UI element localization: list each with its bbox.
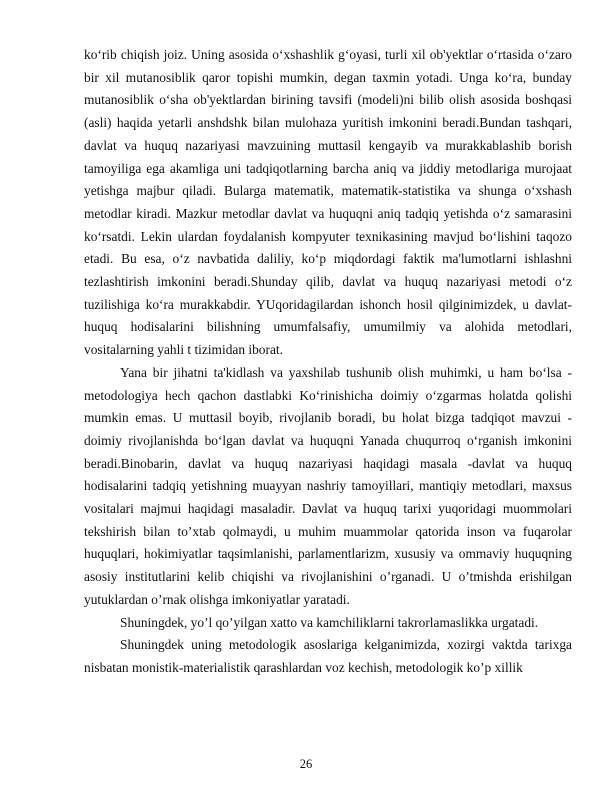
paragraph-1: ko‘rib chiqish joiz. Uning asosida o‘xshashlik g‘oyasi, turli xil ob'yektlar o‘rtasida o‘zaro bir xil mutanosiblik qaror topishi mumkin, degan taxmin yotadi. Unga ko‘ra, bunday mutanosiblik o‘sha ob'yektlardan birining tavsifi (modeli)ni bilib olish asosida boshqasi (asli) haqida yetarli anshdshk bilan mulohaza yuritish imkonini beradi.Bundan tashqari, davlat va huquq nazariyasi mavzuining muttasil kengayib va murakkablashib borish tamoyiliga ega akamliga uni tadqiqotlarning barcha aniq va jiddiy metodlariga murojaat yetishga majbur qiladi. Bularga matematik, matematik-statistika va shunga o‘xshash metodlar kiradi. Mazkur metodlar davlat va huquqni aniq tadqiq yetishda o‘z samarasini ko‘rsatdi. Lekin ulardan foydalanish kompyuter texnikasining mavjud bo‘lishini taqozo etadi. Bu esa, o‘z navbatida daliliy, ko‘p miqdordagi faktik ma'lumotlarni ishlashni tezlashtirish imkonini beradi.Shunday qilib, davlat va huquq nazariyasi metodi o‘z tuzilishiga ko‘ra murakkabdir. YUqoridagilardan ishonch hosil qilginimizdek, u davlat-huquq hodisalarini bilishning umumfalsafiy, umumilmiy va alohida metodlari, vositalarning yahli t tizimidan iborat.	[84, 47, 572, 358]
body-text	[84, 44, 572, 680]
paragraph-2: Yana bir jihatni ta'kidlash va yaxshilab tushunib olish muhimki, u ham bo‘lsa - metodologiya hech qachon dastlabki Ko‘rinishicha doimiy o‘zgarmas holatda qolishi mumkin emas. U muttasil boyib, rivojlanib boradi, bu holat bizga tadqiqot mavzui - doimiy rivojlanishda bo‘lgan davlat va huquqni Yanada chuqurroq o‘rganish imkonini beradi.Binobarin, davlat va huquq nazariyasi haqidagi masala -davlat va huquq hodisalarini tadqiq yetishning muayyan nashriy tamoyillari, mantiqiy metodlari, maxsus vositalari majmui haqidagi masaladir. Davlat va huquq tarixi yuqoridagi muommolari tekshirish bilan to’xtab qolmaydi, u muhim muammolar qatorida inson va fuqarolar huquqlari, hokimiyatlar taqsimlanishi, parlamentlarizm, xususiy va ommaviy huquqning asosiy institutlarini kelib chiqishi va rivojlanishini o’rganadi. U o’tmishda erishilgan yutuklardan o’rnak olishga imkoniyatlar yaratadi.	[84, 364, 572, 607]
paragraph-4: Shuningdek uning metodologik asoslariga kelganimizda, xozirgi vaktda tarixga nisbatan monistik-materialistik qarashlardan voz kechish, metodologik ko’p xillik	[84, 637, 572, 675]
paragraph-3: Shuningdek, yo’l qo’yilgan xatto va kamchiliklarni takrorlamaslikka urgatadi.	[120, 614, 539, 630]
page-number: 26	[299, 757, 313, 771]
